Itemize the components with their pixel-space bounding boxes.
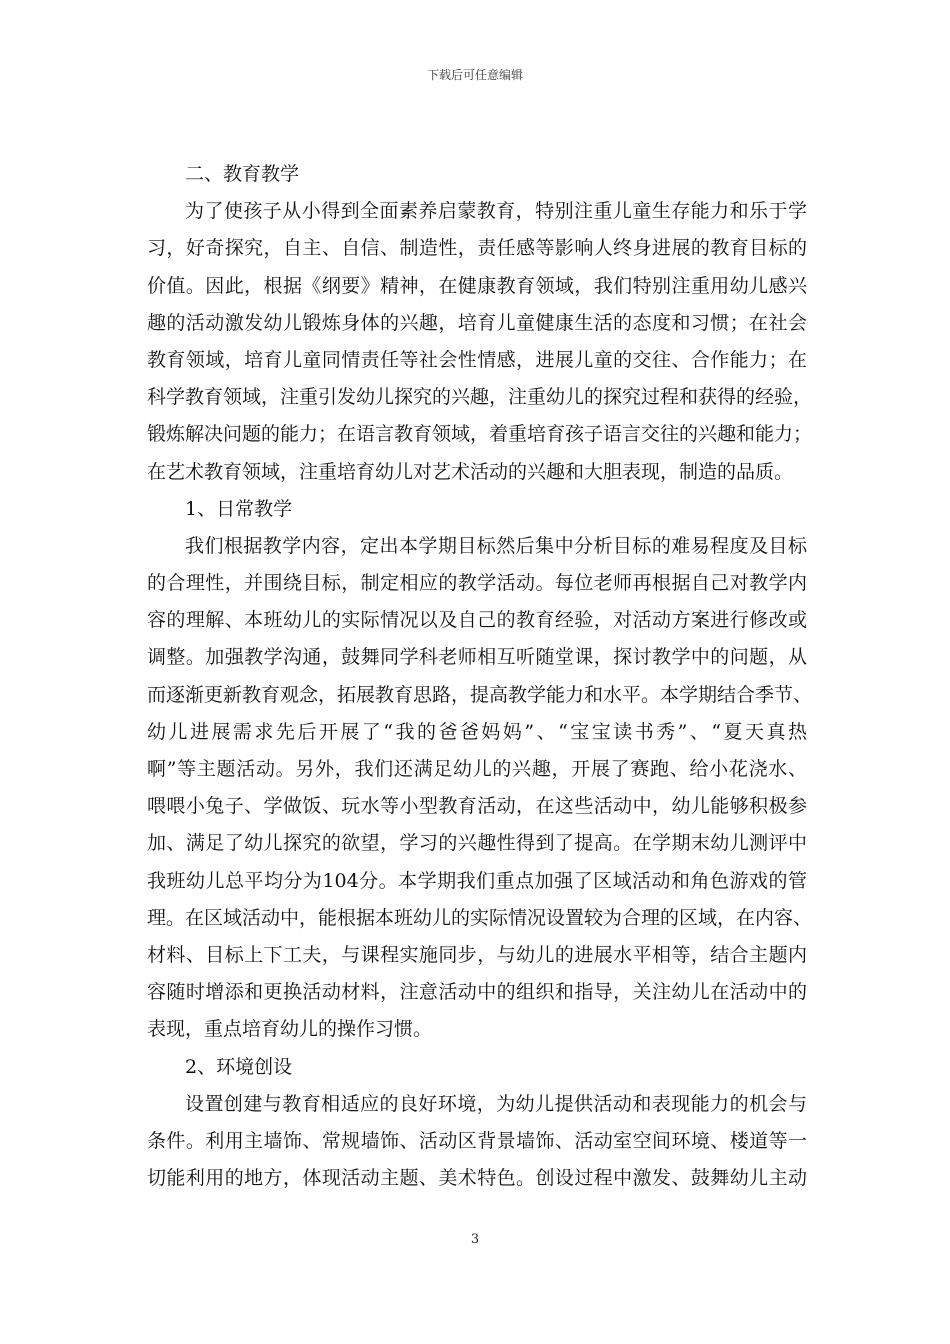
text-line: 加、满足了幼儿探究的欲望，学习的兴趣性得到了提高。在学期末幼儿测评中	[147, 832, 807, 855]
text-line: 趣的活动激发幼儿锻炼身体的兴趣，培育儿童健康生活的态度和习惯；在社会	[147, 311, 807, 334]
text-line: 啊”等主题活动。另外，我们还满足幼儿的兴趣，开展了赛跑、给小花浇水、	[147, 758, 807, 780]
page-header-note: 下载后可任意编辑	[426, 68, 523, 82]
text-line: 我们根据教学内容，定出本学期目标然后集中分析目标的难易程度及目标	[185, 534, 807, 557]
text-line: 在艺术教育领域，注重培育幼儿对艺术活动的兴趣和大胆表现，制造的品质。	[147, 460, 794, 483]
text-line: 而逐渐更新教育观念，拓展教育思路，提高教学能力和水平。本学期结合季节、	[147, 683, 813, 706]
text-line: 容随时增添和更换活动材料，注意活动中的组织和指导，关注幼儿在活动中的	[147, 981, 807, 1004]
text-line: 为了使孩子从小得到全面素养启蒙教育，特别注重儿童生存能力和乐于学	[185, 200, 807, 223]
text-line: 切能利用的地方，体现活动主题、美术特色。创设过程中激发、鼓舞幼儿主动	[147, 1167, 807, 1190]
text-line: 调整。加强教学沟通，鼓舞同学科老师相互听随堂课，探讨教学中的问题，从	[147, 646, 807, 669]
text-line: 的合理性，并围绕目标，制定相应的教学活动。每位老师再根据自己对教学内	[147, 572, 807, 595]
text-line: 1、日常教学	[185, 497, 293, 520]
text-line: 教育领域，培育儿童同情责任等社会性情感，进展儿童的交往、合作能力；在	[147, 348, 807, 371]
text-line: 幼儿进展需求先后开展了“我的爸爸妈妈”、“宝宝读书秀”、“夏天真热	[147, 720, 807, 743]
text-line: 材料、目标上下工夫，与课程实施同步，与幼儿的进展水平相等，结合主题内	[147, 943, 807, 966]
text-line: 容的理解、本班幼儿的实际情况以及自己的教育经验，对活动方案进行修改或	[147, 609, 807, 632]
text-line: 2、环境创设	[185, 1055, 293, 1078]
text-line: 科学教育领域，注重引发幼儿探究的兴趣，注重幼儿的探究过程和获得的经验，	[147, 386, 813, 409]
page-number: 3	[470, 1232, 480, 1247]
text-line: 表现，重点培育幼儿的操作习惯。	[147, 1018, 433, 1041]
text-line: 理。在区域活动中，能根据本班幼儿的实际情况设置较为合理的区域，在内容、	[147, 906, 813, 929]
text-line: 喂喂小兔子、学做饭、玩水等小型教育活动，在这些活动中，幼儿能够积极参	[147, 795, 807, 818]
text-line: 价值。因此，根据《纲要》精神，在健康教育领域，我们特别注重用幼儿感兴	[147, 274, 807, 297]
text-line: 条件。利用主墙饰、常规墙饰、活动区背景墙饰、活动室空间环境、楼道等一	[147, 1129, 807, 1152]
text-line: 习，好奇探究，自主、自信、制造性，责任感等影响人终身进展的教育目标的	[147, 237, 807, 260]
text-line: 我班幼儿总平均分为104分。本学期我们重点加强了区域活动和角色游戏的管	[147, 869, 807, 892]
text-line: 锻炼解决问题的能力；在语言教育领域，着重培育孩子语言交往的兴趣和能力；	[147, 423, 813, 446]
text-line: 设置创建与教育相适应的良好环境，为幼儿提供活动和表现能力的机会与	[185, 1092, 807, 1115]
document-body	[147, 156, 813, 1197]
text-line: 二、教育教学	[185, 163, 300, 185]
